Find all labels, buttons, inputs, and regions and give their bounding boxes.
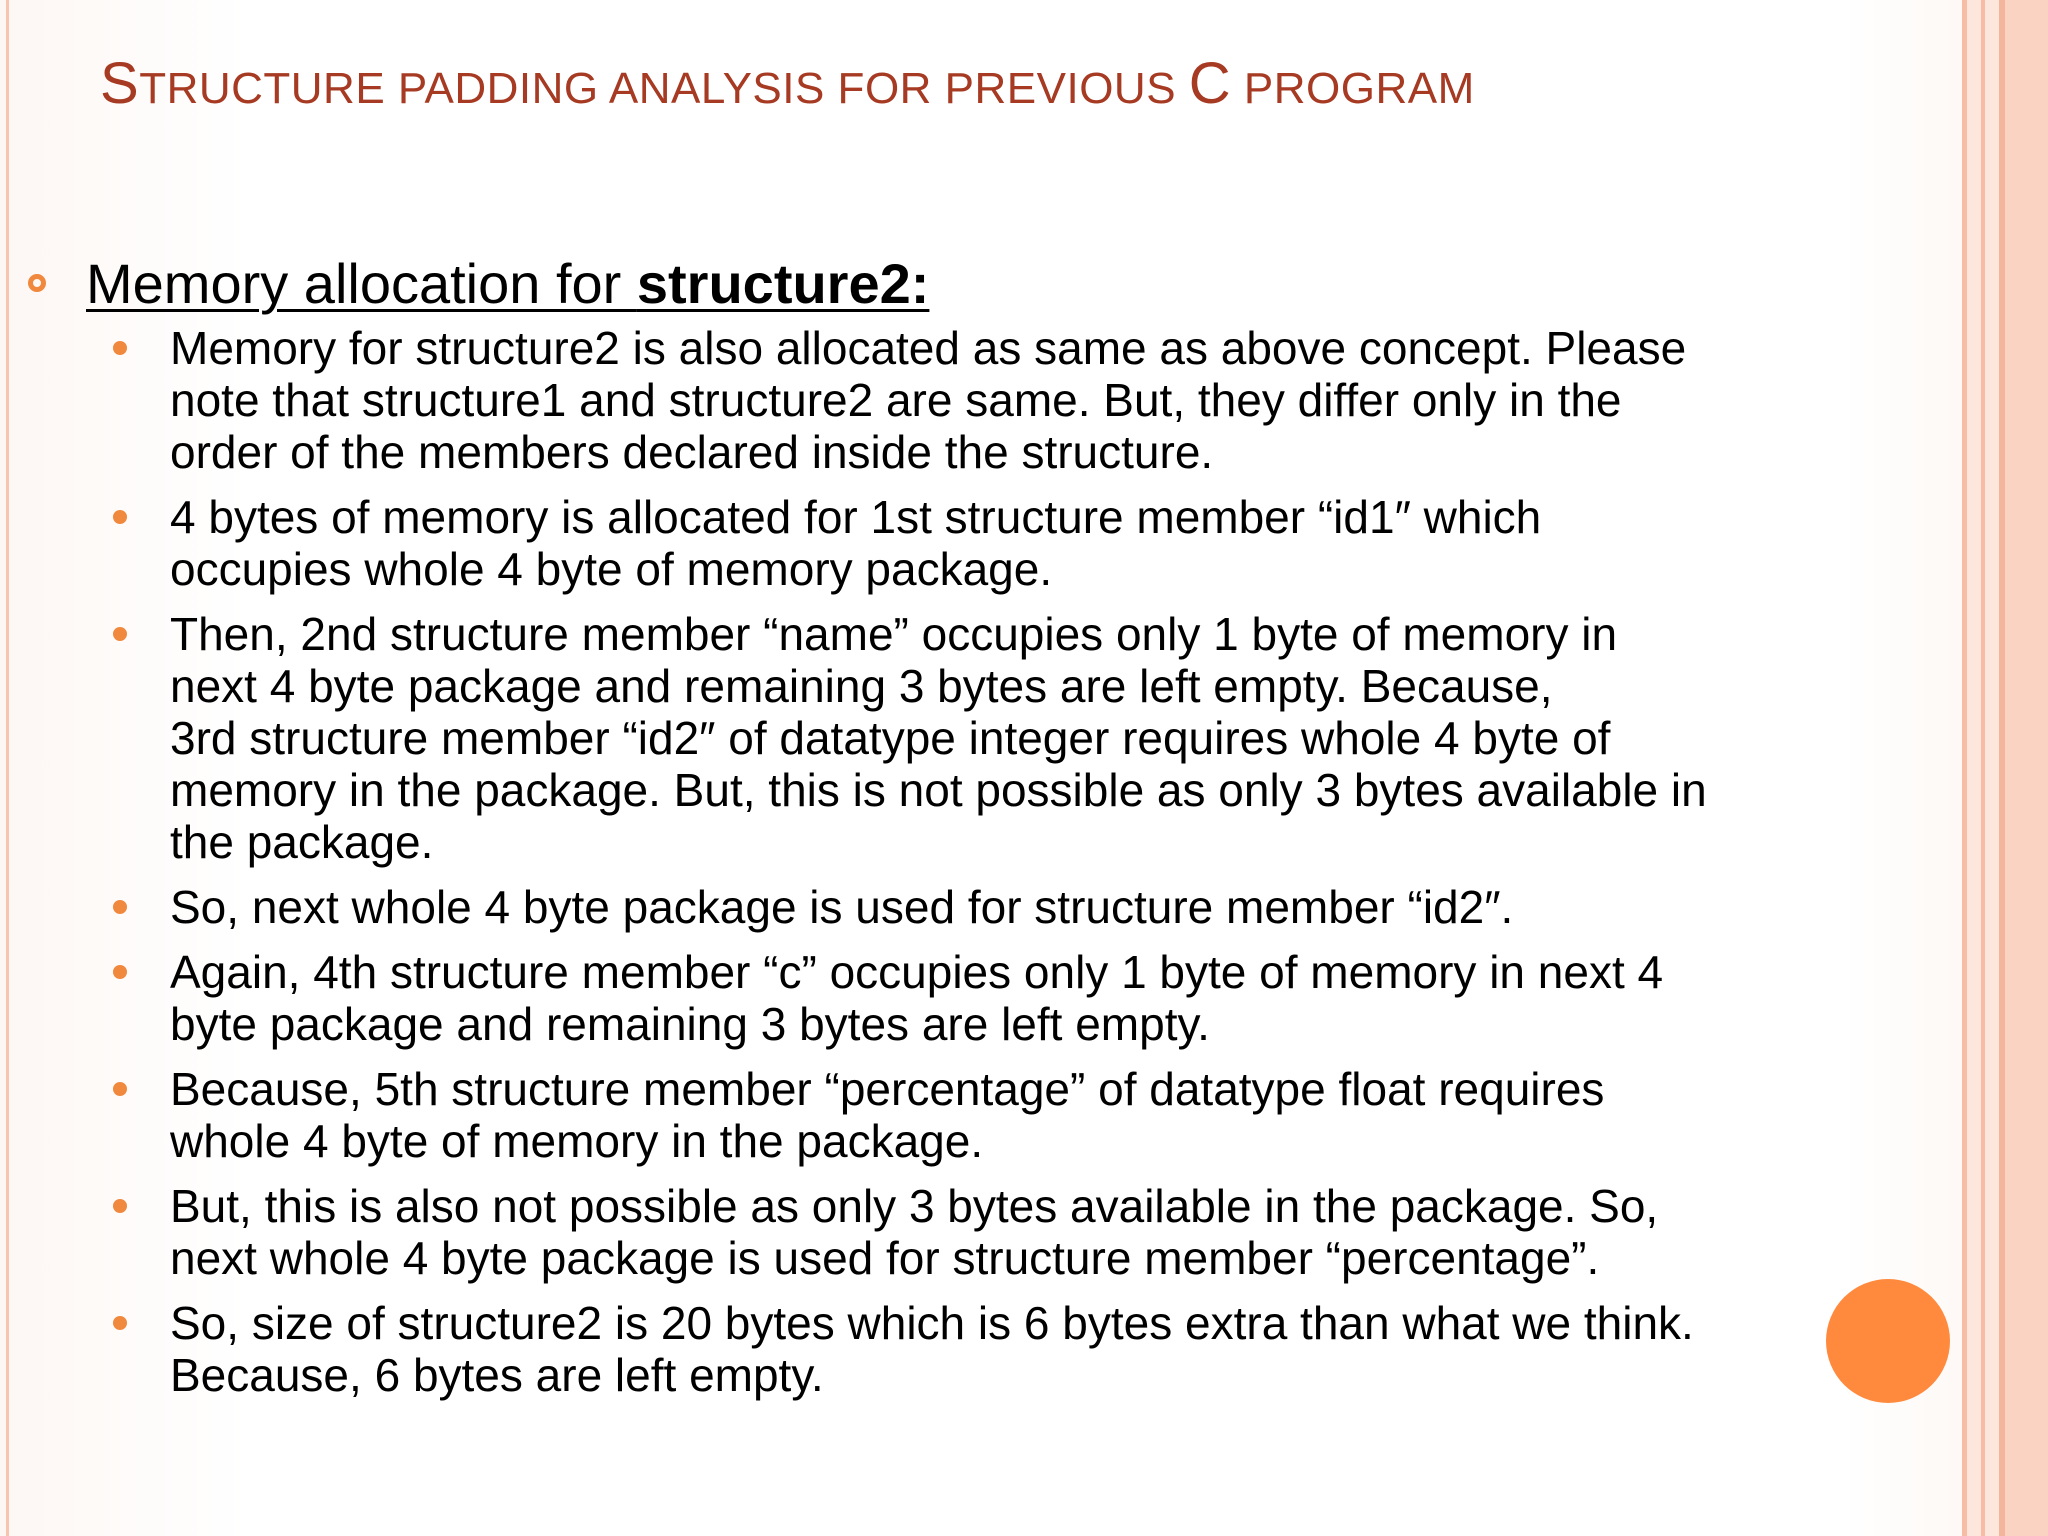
bullet-line: next 4 byte package and remaining 3 bytes are left empty. Because, [170, 660, 1553, 712]
bullet-dot-icon [113, 1316, 127, 1330]
bullet-line: But, this is also not possible as only 3 bytes available in the package. So, [170, 1180, 1659, 1232]
bullet-line: 4 bytes of memory is allocated for 1st structure member “id1″ which [170, 491, 1542, 543]
cursor-highlight-icon [1826, 1279, 1950, 1403]
bullet-line: occupies whole 4 byte of memory package. [170, 543, 1053, 595]
bullet-line: So, next whole 4 byte package is used for structure member “id2″. [170, 881, 1514, 933]
bullet-line: next whole 4 byte package is used for structure member “percentage”. [170, 1232, 1600, 1284]
bullet-line: Then, 2nd structure member “name” occupies only 1 byte of memory in [170, 608, 1618, 660]
bullet-list [0, 322, 2048, 1414]
bullet-line: Because, 5th structure member “percentage” of datatype float requires [170, 1063, 1605, 1115]
bullet-line: byte package and remaining 3 bytes are left empty. [170, 998, 1210, 1050]
bullet-line: Again, 4th structure member “c” occupies only 1 byte of memory in next 4 [170, 946, 1664, 998]
slide-title: STRUCTURE PADDING ANALYSIS FOR PREVIOUS C PROGRAM [100, 51, 1475, 116]
bullet-item [0, 1180, 2048, 1284]
bullet-line: memory in the package. But, this is not possible as only 3 bytes available in [170, 764, 1707, 816]
bullet-item [0, 1063, 2048, 1167]
bullet-item [0, 881, 2048, 933]
bullet-line: order of the members declared inside the structure. [170, 426, 1214, 478]
bullet-item [0, 491, 2048, 595]
bullet-line: note that structure1 and structure2 are same. But, they differ only in the [170, 374, 1622, 426]
bullet-dot-icon [113, 900, 127, 914]
bullet-item [0, 608, 2048, 868]
bullet-dot-icon [113, 510, 127, 524]
bullet-line: Memory for structure2 is also allocated as same as above concept. Please [170, 322, 1687, 374]
bullet-dot-icon [113, 1199, 127, 1213]
bullet-line: 3rd structure member “id2″ of datatype integer requires whole 4 byte of [170, 712, 1611, 764]
heading-row [28, 248, 929, 318]
ring-bullet-icon [28, 274, 46, 292]
bullet-line: the package. [170, 816, 434, 868]
bullet-dot-icon [113, 1082, 127, 1096]
bullet-line: Because, 6 bytes are left empty. [170, 1349, 824, 1401]
bullet-item [0, 322, 2048, 478]
bullet-dot-icon [113, 341, 127, 355]
section-heading: Memory allocation for structure2: [86, 251, 930, 315]
bullet-line: So, size of structure2 is 20 bytes which is 6 bytes extra than what we think. [170, 1297, 1694, 1349]
bullet-dot-icon [113, 965, 127, 979]
bullet-line: whole 4 byte of memory in the package. [170, 1115, 984, 1167]
bullet-dot-icon [113, 627, 127, 641]
bullet-item [0, 1297, 2048, 1401]
bullet-item [0, 946, 2048, 1050]
